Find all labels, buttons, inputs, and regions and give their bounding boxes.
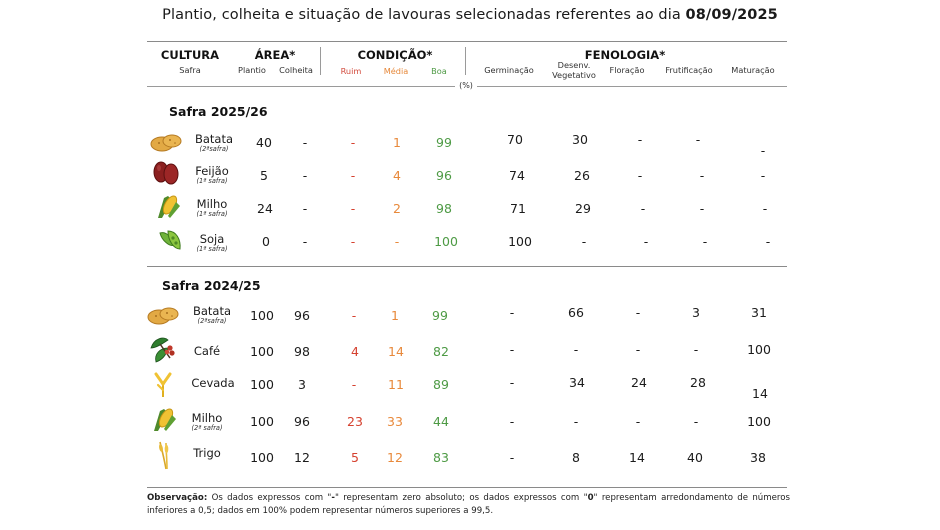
cell-desenv: 66 <box>568 305 584 320</box>
crop-safra-tag: (1ª safra) <box>196 245 228 253</box>
cell-maturacao: - <box>760 143 766 158</box>
soybean-icon <box>156 227 184 255</box>
crop-name: Café <box>193 344 221 358</box>
header-desenv-1: Desenv. <box>557 60 591 70</box>
cell-floracao: - <box>637 168 643 183</box>
cell-boa: 100 <box>434 234 458 249</box>
cell-germinacao: 74 <box>509 168 525 183</box>
cell-floracao: 24 <box>631 375 647 390</box>
cell-plantio: 0 <box>262 234 270 249</box>
cell-frutificacao: - <box>702 234 708 249</box>
barley-icon <box>152 370 174 398</box>
cell-frutificacao: 28 <box>690 375 706 390</box>
cell-desenv: 30 <box>572 132 588 147</box>
coffee-icon <box>148 334 178 364</box>
cell-colheita: 96 <box>294 308 310 323</box>
cell-media: 33 <box>387 414 403 429</box>
potato-icon <box>150 130 182 154</box>
cell-plantio: 100 <box>250 414 274 429</box>
cell-germinacao: 70 <box>507 132 523 147</box>
crop-name: Milho (2ª safra) <box>191 411 223 432</box>
cell-floracao: - <box>635 342 641 357</box>
cell-desenv: 29 <box>575 201 591 216</box>
divider-condicao-fenologia <box>465 47 466 75</box>
cell-ruim: 5 <box>351 450 359 465</box>
title-text: Plantio, colheita e situação de lavouras selecionadas referentes ao dia <box>162 7 681 23</box>
cell-germinacao: - <box>509 414 515 429</box>
cell-colheita: - <box>302 168 308 183</box>
cell-boa: 99 <box>432 308 448 323</box>
header-bottom-rule-right <box>477 86 787 87</box>
cell-frutificacao: - <box>693 414 699 429</box>
crop-safra-tag: (2ªsafra) <box>199 145 229 153</box>
header-desenv-2: Vegetativo <box>552 70 596 80</box>
cell-desenv: - <box>581 234 587 249</box>
unit-percent: (%) <box>459 81 473 90</box>
header-boa: Boa <box>431 66 447 76</box>
cell-maturacao: 100 <box>747 414 771 429</box>
cell-floracao: - <box>635 305 641 320</box>
header-ruim: Ruim <box>340 66 362 76</box>
cell-maturacao: 100 <box>747 342 771 357</box>
table-bottom-rule <box>147 487 787 488</box>
cell-ruim: 4 <box>351 344 359 359</box>
cell-media: 1 <box>391 308 399 323</box>
cell-media: 1 <box>393 135 401 150</box>
potato-icon <box>147 303 179 327</box>
section-label-2025-26: Safra 2025/26 <box>169 104 268 119</box>
cell-germinacao: - <box>509 342 515 357</box>
cell-ruim: - <box>351 308 357 323</box>
header-top-rule <box>147 41 787 42</box>
crop-safra-tag: (2ª safra) <box>191 424 223 432</box>
cell-plantio: 100 <box>250 344 274 359</box>
wheat-icon <box>154 440 176 470</box>
cell-boa: 99 <box>436 135 452 150</box>
cell-ruim: - <box>350 201 356 216</box>
cell-colheita: - <box>302 201 308 216</box>
divider-area-condicao <box>320 47 321 75</box>
cell-desenv: - <box>573 414 579 429</box>
cell-germinacao: - <box>509 375 515 390</box>
header-area: ÁREA* <box>254 48 296 62</box>
header-frutificacao: Frutificação <box>665 65 713 75</box>
cell-ruim: - <box>350 234 356 249</box>
cell-maturacao: - <box>762 201 768 216</box>
cell-frutificacao: 3 <box>692 305 700 320</box>
cell-colheita: - <box>302 234 308 249</box>
cell-ruim: - <box>350 168 356 183</box>
cell-boa: 98 <box>436 201 452 216</box>
cell-boa: 96 <box>436 168 452 183</box>
header-germinacao: Germinação <box>484 65 534 75</box>
cell-floracao: - <box>640 201 646 216</box>
cell-germinacao: - <box>509 305 515 320</box>
crop-name: Milho (1ª safra) <box>196 197 228 218</box>
cell-plantio: 100 <box>250 308 274 323</box>
crop-name: Soja (1ª safra) <box>196 232 228 253</box>
footnote-observacao: Observação: Os dados expressos com "-" representam zero absoluto; os dados expressos com "0" representam arredondamento de números inferiores a 0,5; dados em 100% podem representar números superiores a 99,5. <box>147 493 790 516</box>
cell-colheita: 12 <box>294 450 310 465</box>
corn-icon <box>154 192 182 220</box>
cell-desenv: 26 <box>574 168 590 183</box>
header-bottom-rule-left <box>147 86 455 87</box>
cell-maturacao: 14 <box>752 386 768 401</box>
cell-desenv: 34 <box>569 375 585 390</box>
cell-maturacao: - <box>765 234 771 249</box>
cell-colheita: 3 <box>298 377 306 392</box>
section-separator <box>147 266 787 267</box>
crop-safra-tag: (2ªsafra) <box>197 317 227 325</box>
header-media: Média <box>383 66 409 76</box>
cell-boa: 83 <box>433 450 449 465</box>
cell-maturacao: - <box>760 168 766 183</box>
title-date: 08/09/2025 <box>685 7 778 23</box>
cell-media: 2 <box>393 201 401 216</box>
crop-name: Feijão (1ª safra) <box>195 164 229 185</box>
corn-icon <box>150 405 178 433</box>
cell-germinacao: 100 <box>508 234 532 249</box>
cell-plantio: 24 <box>257 201 273 216</box>
cell-colheita: 98 <box>294 344 310 359</box>
cell-germinacao: 71 <box>510 201 526 216</box>
crop-name: Batata (2ªsafra) <box>192 304 232 325</box>
page-title <box>0 7 940 23</box>
cell-frutificacao: - <box>699 168 705 183</box>
cell-desenv: 8 <box>572 450 580 465</box>
header-maturacao: Maturação <box>731 65 775 75</box>
crop-safra-tag: (1ª safra) <box>196 177 228 185</box>
cell-floracao: 14 <box>629 450 645 465</box>
header-condicao: CONDIÇÃO* <box>357 48 433 62</box>
cell-plantio: 5 <box>260 168 268 183</box>
bean-icon <box>152 160 180 186</box>
crop-name: Cevada <box>191 376 235 390</box>
cell-ruim: - <box>350 135 356 150</box>
header-colheita: Colheita <box>279 65 313 75</box>
cell-ruim: - <box>351 377 357 392</box>
cell-media: - <box>394 234 400 249</box>
cell-floracao: - <box>643 234 649 249</box>
header-cultura: CULTURA <box>160 48 220 62</box>
cell-media: 14 <box>388 344 404 359</box>
cell-germinacao: - <box>509 450 515 465</box>
cell-boa: 89 <box>433 377 449 392</box>
cell-plantio: 100 <box>250 450 274 465</box>
cell-media: 11 <box>388 377 404 392</box>
crop-name: Trigo <box>193 446 221 460</box>
cell-colheita: 96 <box>294 414 310 429</box>
cell-floracao: - <box>637 132 643 147</box>
cell-colheita: - <box>302 135 308 150</box>
cell-maturacao: 38 <box>750 450 766 465</box>
crop-safra-tag: (1ª safra) <box>196 210 228 218</box>
cell-boa: 82 <box>433 344 449 359</box>
cell-desenv: - <box>573 342 579 357</box>
crop-name: Batata (2ªsafra) <box>194 132 234 153</box>
cell-maturacao: 31 <box>751 305 767 320</box>
cell-floracao: - <box>635 414 641 429</box>
section-label-2024-25: Safra 2024/25 <box>162 278 261 293</box>
cell-frutificacao: - <box>695 132 701 147</box>
header-fenologia: FENOLOGIA* <box>584 48 666 62</box>
cell-frutificacao: - <box>699 201 705 216</box>
header-safra: Safra <box>179 65 201 75</box>
header-floracao: Floração <box>609 65 645 75</box>
cell-plantio: 40 <box>256 135 272 150</box>
cell-media: 12 <box>387 450 403 465</box>
footnote-label: Observação: <box>147 493 208 503</box>
header-plantio: Plantio <box>238 65 266 75</box>
cell-ruim: 23 <box>347 414 363 429</box>
cell-frutificacao: - <box>693 342 699 357</box>
cell-boa: 44 <box>433 414 449 429</box>
cell-frutificacao: 40 <box>687 450 703 465</box>
cell-plantio: 100 <box>250 377 274 392</box>
cell-media: 4 <box>393 168 401 183</box>
